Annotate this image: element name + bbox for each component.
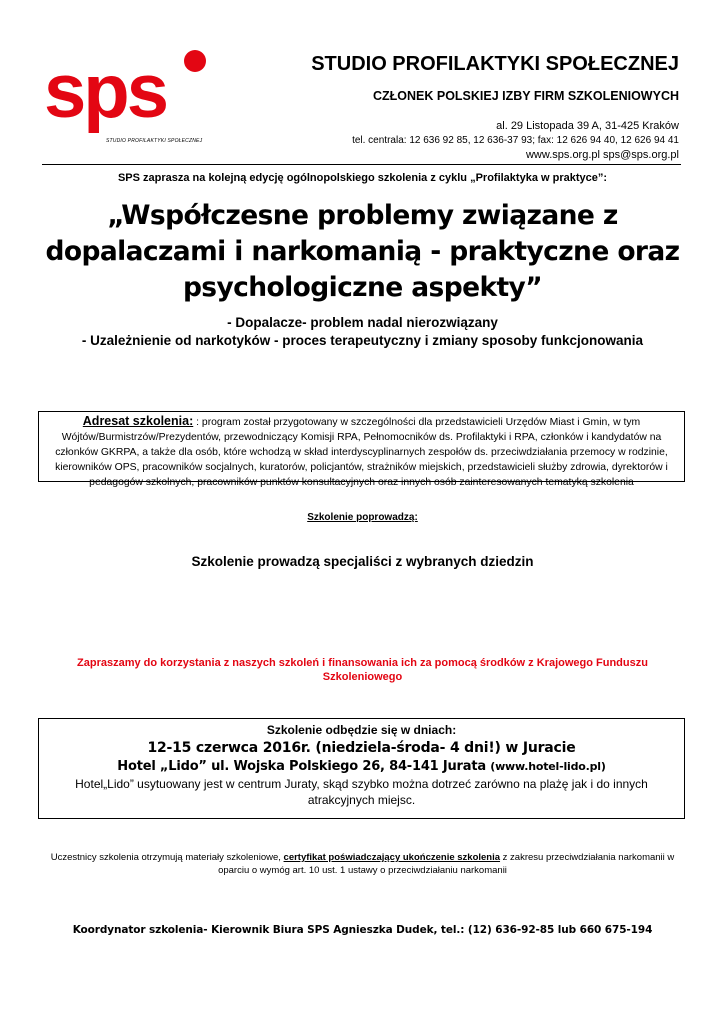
audience-label: Adresat szkolenia: (82, 414, 194, 428)
certificate-note (40, 851, 685, 877)
org-web-email: www.sps.org.pl sps@sps.org.pl (525, 149, 679, 161)
org-name: STUDIO PROFILAKTYKI SPOŁECZNEJ (311, 53, 679, 75)
leaders-label: Szkolenie poprowadzą: (307, 512, 418, 523)
hotel-website: (www.hotel-lido.pl) (490, 760, 606, 773)
leaders-text: Szkolenie prowadzą specjaliści z wybranych dziedzin (191, 554, 534, 569)
org-membership: CZŁONEK POLSKIEJ IZBY FIRM SZKOLENIOWYCH (372, 89, 679, 103)
invite-line: SPS zaprasza na kolejną edycję ogólnopolskiego szkolenia z cyklu „Profilaktyka w praktyce”: (117, 172, 608, 184)
event-description: Hotel„Lido” usytuowany jest w centrum Juraty, skąd szybko można dotrzeć zarówno na plażę jak i do innych atrakcyjnych miejsc. (75, 777, 648, 807)
topics (60, 314, 665, 350)
certificate-text-before: Uczestnicy szkolenia otrzymują materiały szkoleniowe, (50, 852, 284, 863)
logo-subtitle: STUDIO PROFILAKTYKI SPOŁECZNEJ (106, 138, 203, 144)
topic-item: - Uzależnienie od narkotyków - proces terapeutyczny i zmiany sposoby funkcjonowania (81, 333, 644, 348)
event-hotel (45, 758, 678, 776)
certificate-emphasis: certyfikat poświadczający ukończenie szkolenia (283, 852, 501, 863)
audience-text: : program został przygotowany w szczególności dla przedstawicieli Urzędów Miast i Gmin, w tym Wójtów/Burmistrzów/Prezydentów, przewodniczący Komisji RPA, Pełnomocników ds. Profilaktyki i RPA, członków i kandydatów na członków GKRPA, a także dla osób, które wchodzą w skład interdyscyplinarnych zespołów ds. przeciwdziałania przemocy w rodzinie, kierowników OPS, pracowników socjalnych, kuratorów, policjantów, strażników miejskich, przedstawicieli służby zdrowia, dyrektorów i pedagogów szkolnych, pracowników punktów konsultacyjnych oraz innych osób zainteresowanych tematyką szkolenia (55, 417, 668, 488)
topic-item: - Dopalacze- problem nadal nierozwiązany (227, 315, 498, 330)
training-title: „Współczesne problemy związane z dopalaczami i narkomanią - praktyczne oraz psychologiczne aspekty” (45, 200, 680, 303)
audience-box (38, 411, 685, 488)
logo-text: sps (44, 49, 166, 134)
event-heading: Szkolenie odbędzie się w dniach: (266, 723, 457, 737)
hotel-address: Hotel „Lido” ul. Wojska Polskiego 26, 84-141 Jurata (117, 759, 491, 774)
org-phones: tel. centrala: 12 636 92 85, 12 636-37 93; fax: 12 626 94 40, 12 626 94 41 (352, 135, 679, 146)
coordinator-line: Koordynator szkolenia- Kierownik Biura SPS Agnieszka Dudek, tel.: (12) 636-92-85 lub 660 675-194 (72, 924, 653, 936)
header-divider (42, 164, 681, 165)
org-address: al. 29 Listopada 39 A, 31-425 Kraków (496, 120, 679, 132)
sps-logo (44, 50, 214, 150)
event-box (38, 718, 685, 819)
event-dates: 12-15 czerwca 2016r. (niedziela-środa- 4 dni!) w Juracie (147, 740, 576, 756)
certificate-text-after: z zakresu przeciwdziałania narkomanii w oparciu o wymóg art. 10 ust. 1 ustawy o przeciwdziałaniu narkomanii (218, 852, 675, 876)
logo-dot (184, 50, 206, 72)
funding-note: Zapraszamy do korzystania z naszych szkoleń i finansowania ich za pomocą środków z Krajowego Funduszu Szkoleniowego (77, 657, 648, 683)
